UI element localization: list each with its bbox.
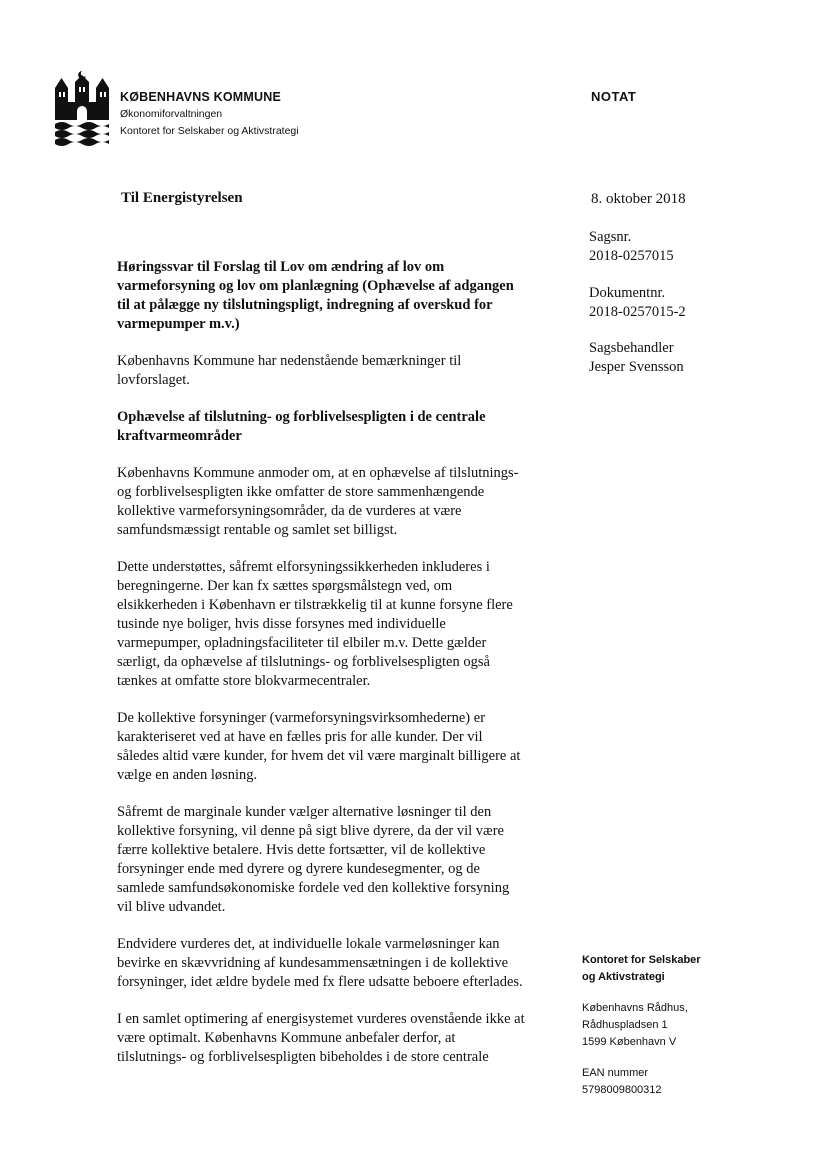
office-name: Kontoret for Selskaber og Aktivstrategi (120, 125, 299, 137)
memo-body (117, 258, 567, 1067)
paragraph-2: Dette understøttes, såfremt elforsyningssikkerheden inkluderes i beregningerne. Der kan fx sættes spørgsmålstegn ved, om elsikkerheden i København er tilstrækkelig til at kunne forsyne flere tusinde nye boliger, hvis disse forsynes med individuelle varmepumper, opladningsfaciliteter til elbiler m.v. Dette gælder særligt, da ophævelse af tilslutnings- og forblivelsespligten også tænkes at omfatte store blokvarmecentraler. (117, 559, 513, 689)
memo-title: Høringssvar til Forslag til Lov om ændring af lov om varmeforsyning og lov om planlægning (Ophævelse af adgangen til at pålægge ny tilslutningspligt, indregning af overskud for varmepumper m.v.) (117, 259, 514, 332)
paragraph-6: I en samlet optimering af energisystemet vurderes ovenstående ikke at være optimalt. Københavns Kommune anbefaler derfor, at tilslutnings- og forblivelsespligten bibeholdes i de store centrale (117, 1011, 525, 1065)
footer-office-line-2: og Aktivstrategi (582, 971, 665, 983)
case-handler (589, 339, 684, 377)
case-handler-value: Jesper Svensson (589, 359, 684, 375)
footer-address-line-2: Rådhuspladsen 1 (582, 1019, 668, 1031)
document-number (589, 284, 686, 322)
section-heading: Ophævelse af tilslutning- og forblivelsespligten i de centrale kraftvarmeområder (117, 409, 486, 444)
document-number-value: 2018-0257015-2 (589, 304, 686, 320)
footer-address-line-3: 1599 København V (582, 1036, 677, 1048)
paragraph-4: Såfremt de marginale kunder vælger alternative løsninger til den kollektive forsyning, vil denne på sigt blive dyrere, da der vil være færre kollektive betalere. Hvis dette fortsætter, vil de kollektive forsyninger ende med dyrere og dyrere kundesegmenter, og de samlede samfundsøkonomiske fordele ved den kollektive forsyning vil blive udvandet. (117, 804, 510, 915)
organisation-header (120, 88, 299, 140)
org-name: KØBENHAVNS KOMMUNE (120, 90, 282, 104)
paragraph-1: Københavns Kommune anmoder om, at en ophævelse af tilslutnings- og forblivelsespligten ikke omfatter de store sammenhængende kollektive varmeforsyningsområder, da de vurderes at være samfundsmæssigt rentable og samlet set billigst. (117, 465, 519, 538)
copenhagen-coat-of-arms-logo (52, 68, 112, 152)
case-number-value: 2018-0257015 (589, 248, 674, 264)
footer-address-line-1: Københavns Rådhus, (582, 1002, 688, 1014)
footer-contact (582, 952, 701, 1099)
paragraph-3: De kollektive forsyninger (varmeforsyningsvirksomhederne) er karakteriseret ved at have en fælles pris for alle kunder. Der vil således altid være kunder, for hvem det vil være marginalt billigere at vælge en anden løsning. (117, 710, 521, 783)
ean-label: EAN nummer (582, 1067, 649, 1079)
footer-office-line-1: Kontoret for Selskaber (582, 954, 701, 966)
intro-paragraph: Københavns Kommune har nedenstående bemærkninger til lovforslaget. (117, 353, 462, 388)
case-number-label: Sagsnr. (589, 229, 632, 245)
document-date: 8. oktober 2018 (591, 191, 686, 207)
case-handler-label: Sagsbehandler (589, 340, 674, 356)
case-number (589, 228, 674, 266)
document-number-label: Dokumentnr. (589, 285, 666, 301)
recipient: Til Energistyrelsen (121, 190, 243, 206)
department-name: Økonomiforvaltningen (120, 108, 223, 120)
paragraph-5: Endvidere vurderes det, at individuelle lokale varmeløsninger kan bevirke en skævvridning af kundesammensætningen i de kollektive forsyninger, idet ældre bydele med fx flere udsatte beboere efterlades. (117, 936, 523, 990)
document-type: NOTAT (591, 89, 637, 104)
ean-value: 5798009800312 (582, 1084, 662, 1096)
